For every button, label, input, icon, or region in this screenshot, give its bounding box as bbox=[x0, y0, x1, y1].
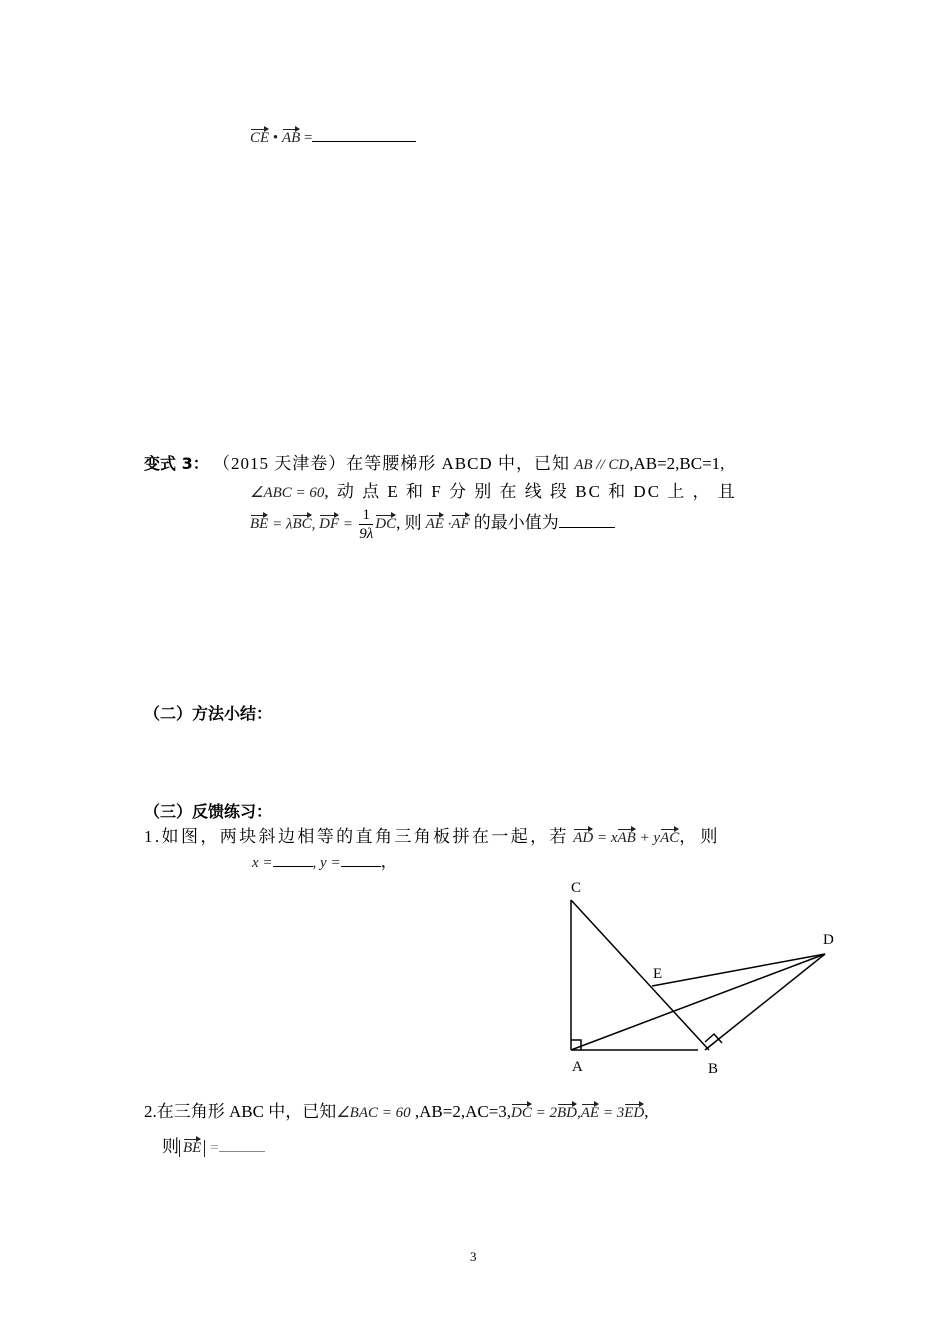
eq-x: = x bbox=[593, 830, 618, 846]
lambda-eq: = λ bbox=[268, 516, 293, 533]
dot-operator: · bbox=[443, 516, 452, 533]
question2-text-b: ,AB=2,AC=3, bbox=[410, 1102, 512, 1121]
dot-operator: • bbox=[272, 130, 279, 146]
fraction-denominator: 9λ bbox=[359, 526, 374, 542]
segment-bd bbox=[705, 954, 825, 1050]
question2-line2 bbox=[162, 1132, 265, 1157]
equals-sign: = bbox=[304, 130, 313, 146]
comma: ， bbox=[380, 852, 398, 871]
then-text: ， 则 bbox=[679, 827, 718, 846]
fraction-numerator: 1 bbox=[359, 506, 373, 525]
vector-ae: AE bbox=[425, 516, 444, 533]
question1-line1 bbox=[144, 822, 718, 847]
vector-be: BE bbox=[250, 516, 269, 533]
label-b: B bbox=[708, 1061, 719, 1077]
answer-blank bbox=[219, 1151, 265, 1152]
equals: = bbox=[205, 1140, 220, 1156]
then-text: , 则 bbox=[396, 513, 422, 533]
x-answer-blank bbox=[273, 866, 313, 867]
vector-dc: DC bbox=[375, 516, 397, 533]
segment-ad bbox=[571, 954, 825, 1050]
variant3-text-a: （2015 天津卷）在等腰梯形 ABCD 中，已知 bbox=[212, 454, 570, 473]
vector-ae: AE bbox=[580, 1105, 600, 1121]
vector-ab: AB bbox=[617, 830, 636, 846]
parallel-formula: AB // CD bbox=[574, 457, 630, 473]
angle-abc: ∠ABC = 60 bbox=[250, 485, 325, 501]
vector-ce: CE bbox=[250, 130, 270, 146]
comma: , bbox=[311, 516, 320, 533]
vector-bc: BC bbox=[292, 516, 312, 533]
vector-ad: AD bbox=[573, 830, 594, 846]
label-d: D bbox=[823, 932, 834, 948]
label-c: C bbox=[571, 880, 582, 896]
vector-ab: AB bbox=[281, 130, 301, 146]
page-number: 3 bbox=[470, 1249, 477, 1264]
triangle-figure bbox=[555, 875, 855, 1080]
section-method-summary: （二）方法小结： bbox=[144, 704, 273, 723]
variant3-line2 bbox=[250, 477, 737, 502]
then-text: 则 bbox=[162, 1137, 179, 1156]
answer-blank bbox=[559, 527, 615, 528]
section-feedback-practice: （三）反馈练习： bbox=[144, 802, 273, 821]
variant3-text-b: ,AB=2,BC=1, bbox=[629, 454, 725, 473]
comma: , bbox=[644, 1102, 649, 1121]
equals: = bbox=[339, 516, 353, 533]
vector-ac: AC bbox=[660, 830, 680, 846]
magnitude-be bbox=[179, 1140, 205, 1157]
segment-ed bbox=[652, 954, 825, 986]
comma: , bbox=[577, 1105, 581, 1121]
y-label: , y = bbox=[312, 855, 341, 871]
question2-line1 bbox=[144, 1097, 648, 1122]
fraction bbox=[359, 506, 373, 543]
question1-line2 bbox=[252, 847, 398, 872]
top-formula bbox=[250, 130, 416, 147]
min-value-text: 的最小值为 bbox=[473, 513, 559, 533]
variant3-line2-text: , 动 点 E 和 F 分 别 在 线 段 BC 和 DC 上 ， 且 bbox=[324, 482, 737, 501]
vector-af: AF bbox=[451, 516, 470, 533]
segment-cb bbox=[571, 900, 709, 1050]
vector-dc: DC bbox=[511, 1105, 532, 1121]
vector-df: DF bbox=[319, 516, 340, 533]
eq-2: = 2 bbox=[531, 1105, 557, 1121]
eq-3: = 3 bbox=[599, 1105, 625, 1121]
angle-bac: ∠BAC = 60 bbox=[336, 1105, 411, 1121]
plus-y: + y bbox=[635, 830, 661, 846]
y-answer-blank bbox=[341, 866, 381, 867]
vector-ed: ED bbox=[624, 1105, 645, 1121]
label-e: E bbox=[653, 966, 663, 982]
vector-bd: BD bbox=[557, 1105, 577, 1121]
question1-text: 1.如图，两块斜边相等的直角三角板拼在一起，若 bbox=[144, 827, 569, 846]
answer-blank bbox=[312, 141, 416, 142]
question2-text: 2.在三角形 ABC 中，已知 bbox=[144, 1102, 337, 1121]
variant3-line3 bbox=[250, 506, 615, 543]
x-label: x = bbox=[252, 855, 273, 871]
vector-be: BE bbox=[183, 1140, 202, 1156]
label-a: A bbox=[572, 1059, 583, 1075]
variant3-label: 变式 3： bbox=[144, 454, 209, 473]
variant3-line1 bbox=[144, 449, 724, 474]
